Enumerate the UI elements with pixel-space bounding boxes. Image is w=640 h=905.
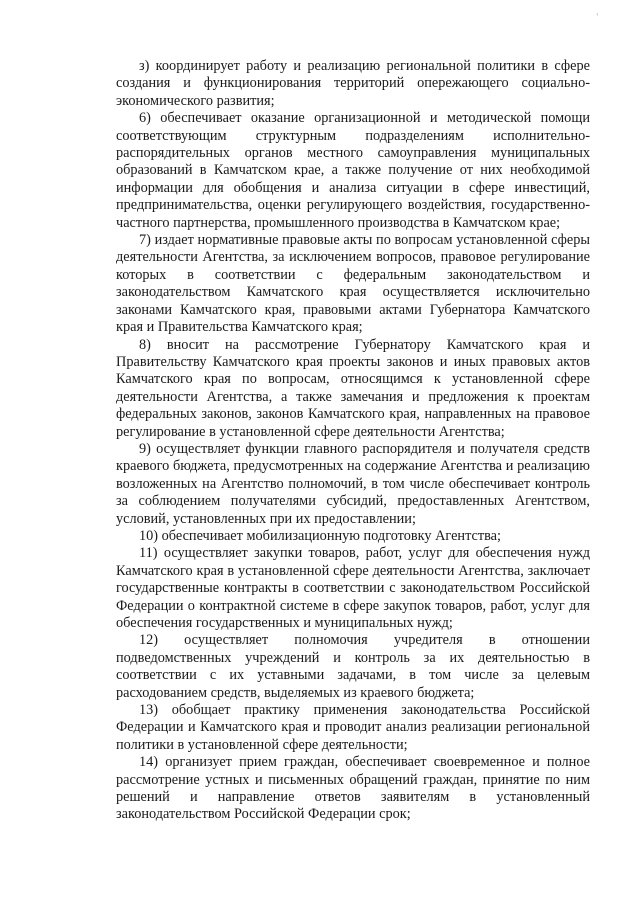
paragraph-item-12: 12) осуществляет полномочия учредителя в отношении подведомственных учреждений и контроль за их деятельностью в соответствии с их уставными задачами, в том числе за целевым расходованием средств, выделяемых из краевого бюджета; [116, 632, 590, 701]
paragraph-item-14: 14) организует прием граждан, обеспечивает своевременное и полное рассмотрение устных и письменных обращений граждан, принятие по ним решений и направление ответов заявителям в установленный законодательством Российской Федерации срок; [116, 754, 590, 823]
corner-mark: ' [596, 12, 598, 22]
paragraph-item-7: 7) издает нормативные правовые акты по вопросам установленной сферы деятельности Агентства, за исключением вопросов, правовое регулирование которых в соответствии с федеральным законодательством и законодательством Камчатского края осуществляется исключительно законами Камчатского края, правовыми актами Губернатора Камчатского края и Правительства Камчатского края; [116, 232, 590, 336]
document-body [116, 58, 590, 824]
paragraph-item-10: 10) обеспечивает мобилизационную подготовку Агентства; [139, 527, 501, 544]
paragraph-item-6: 6) обеспечивает оказание организационной и методической помощи соответствующим структурным подразделениям исполнительно-распорядительных органов местного самоуправления муниципальных образований в Камчатском крае, а также получение от них необходимой информации для обобщения и анализа ситуации в сфере инвестиций, предпринимательства, оценки регулирующего воздействия, государственно-частного партнерства, промышленного производства в Камчатском крае; [116, 110, 590, 231]
paragraph-item-3: з) координирует работу и реализацию региональной политики в сфере создания и функционирования территорий опережающего социально-экономического развития; [116, 58, 590, 109]
paragraph-item-9: 9) осуществляет функции главного распорядителя и получателя средств краевого бюджета, предусмотренных на содержание Агентства и реализацию возложенных на Агентство полномочий, в том числе обеспечивает контроль за соблюдением получателями субсидий, предоставленных Агентством, условий, установленных при их предоставлении; [116, 440, 590, 527]
paragraph-item-11: 11) осуществляет закупки товаров, работ, услуг для обеспечения нужд Камчатского края в установленной сфере деятельности Агентства, заключает государственные контракты в соответствии с законодательством Российской Федерации о контрактной системе в сфере закупок товаров, работ, услуг для обеспечения государственных и муниципальных нужд; [116, 545, 590, 631]
paragraph-item-8: 8) вносит на рассмотрение Губернатору Камчатского края и Правительству Камчатского края проекты законов и иных правовых актов Камчатского края по вопросам, относящимся к установленной сфере деятельности Агентства, а также замечания и предложения к проектам федеральных законов, законов Камчатского края, направленных на правовое регулирование в установленной сфере деятельности Агентства; [116, 336, 590, 440]
paragraph-item-13: 13) обобщает практику применения законодательства Российской Федерации и Камчатского края и проводит анализ реализации региональной политики в установленной сфере деятельности; [116, 702, 590, 753]
